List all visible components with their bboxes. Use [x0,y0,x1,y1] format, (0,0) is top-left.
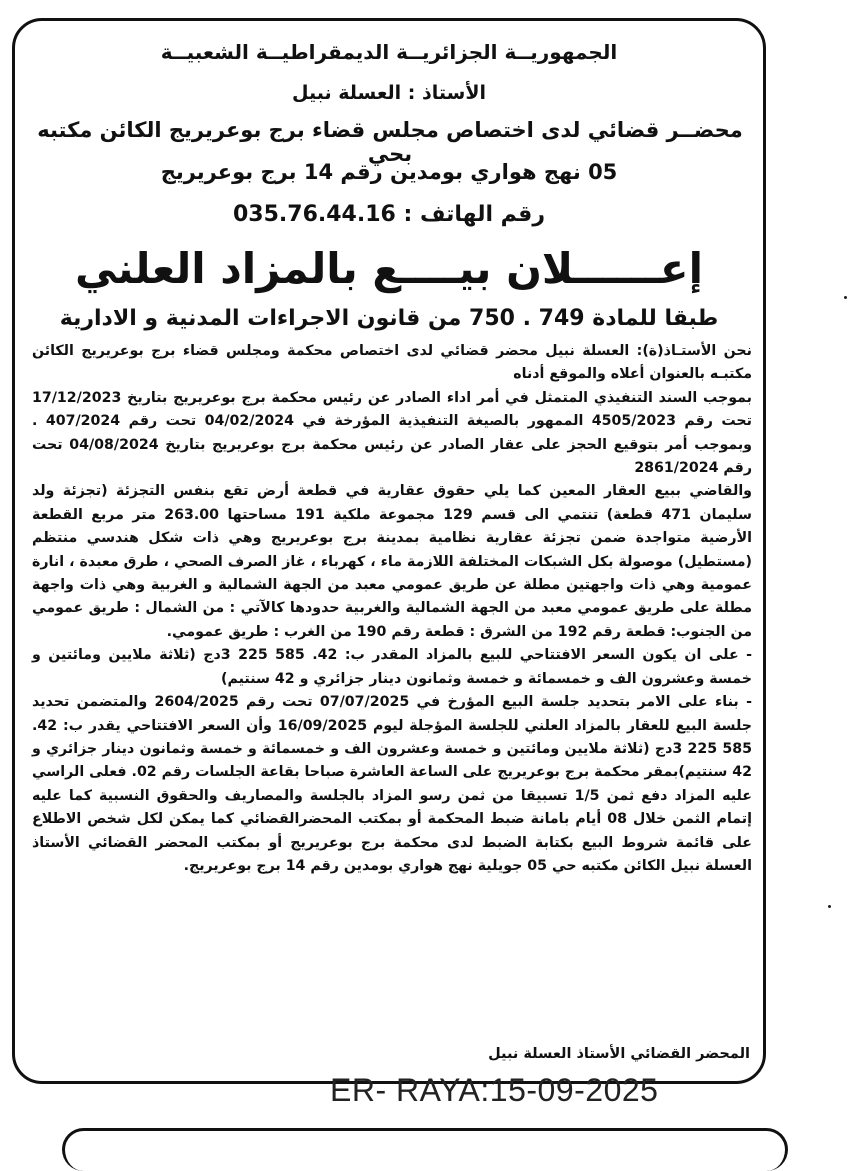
speck [828,905,831,908]
paragraph-intro: نحن الأستـاذ(ة): العسلة نبيل محضر قضائي لدى اختصاص محكمة ومجلس قضاء برج بوعريريج الكائن مكتبـه بالعنوان أعلاه والموقع أدناه [32,343,752,383]
notice-body [32,340,752,878]
speck [844,296,847,299]
legal-reference: طبقا للمادة 749 . 750 من قانون الاجراءات المدنية و الادارية [59,306,719,331]
publication-stamp: ER- RAYA:15-09-2025 [330,1072,659,1108]
paragraph-opening-price: - على ان يكون السعر الافتتاحي للبيع بالمزاد المقدر ب: 42. 585 225 3دج (ثلاثة ملايين ومائتين و خمسة وعشرون الف و خمسمائة و خمسة وثمانون دينار جزائري و 42 سنتيم) [32,647,752,687]
phone-line: رقم الهاتف : 035.76.44.16 [233,202,545,227]
address-line: 05 نهج هواري بومدين رقم 14 برج بوعريريج [160,160,618,184]
paragraph-enforcement: بموجب السند التنفيذي المتمثل في أمر اداء الصادر عن رئيس محكمة برج بوعريريج بتاريخ 17/12/2023 تحت رقم 4505/2023 الممهور بالصيغة التنفيذية المؤرخة في 04/02/2024 تحت رقم 407/2024 . وبموجب أمر بتوقيع الحجز على عقار الصادر عن رئيس محكمة برج بوعريريج بتاريخ 04/08/2024 تحت رقم 2861/2024 [32,389,752,477]
paragraph-property: والقاضي ببيع العقار المعين كما يلي حقوق عقارية في قطعة أرض تقع بنفس التجزئة (تجزئة ولد سليمان 471 قطعة) تنتمي الى قسم 129 مجموعة ملكية 191 مساحتها 263.00 متر مربع القطعة الأرضية متواجدة ضمن تجزئة عقارية نظامية بمدينة برج بوعريريج وهي ذات شكل هندسي منتظم (مستطيل) موصولة بكل الشبكات المختلفة اللازمة ماء ، كهرباء ، غاز الصرف الصحي ، طرق معبدة ، انارة عمومية وهي ذات واجهتين مطلة عن طريق عمومي معبد من الجهة الشمالية و الغربية وهي ذات واجهة مطلة على طريق عمومي معبد من الجهة الشمالية والغربية حدودها كالآتي : من الشمال : طريق عمومي من الجنوب: قطعة رقم 192 من الشرق : قطعة رقم 190 من الغرب : طريق عمومي. [32,483,752,640]
office-line: محضــر قضائي لدى اختصاص مجلس قضاء برج بوعريريج الكائن مكتبه بحي [37,118,743,166]
next-notice-frame [62,1128,788,1171]
paragraph-session: - بناء على الامر بتحديد جلسة البيع المؤرخ في 07/07/2025 تحت رقم 2604/2025 والمتضمن تحديد جلسة البيع للعقار بالمزاد العلني للجلسة المؤجلة ليوم 16/09/2025 وأن السعر الافتتاحي يقدر ب: 42. 585 225 3دج (ثلاثة ملايين ومائتين و خمسة وعشرون الف و خمسمائة و خمسة وثمانون دينار جزائري و 42 سنتيم)بمقر محكمة برج بوعريريج على الساعة العاشرة صباحا بقاعة الجلسات رقم 02. فعلى الراسي عليه المزاد دفع ثمن 1/5 تسبيقا من ثمن رسو المزاد بالجلسة والمصاريف والحقوق النسبية كما عليه إتمام الثمن خلال 08 أيام بامانة ضبط المحكمة أو بمكتب المحضرالقضائي كما يمكن لكل شخص الاطلاع على قائمة شروط البيع بكتابة الضبط لدى محكمة برج بوعريريج أو بمكتب المحضر القضائي الأستاذ العسلة نبيل الكائن مكتبه حي 05 جويلية نهج هواري بومدين رقم 14 برج بوعريريج. [32,694,752,874]
bailiff-name: الأستاذ : العسلة نبيل [291,82,487,104]
republic-heading: الجمهوريــة الجزائريــة الديمقراطيــة الشعبيــة [160,40,618,64]
signature-line: المحضر القضائي الأستاذ العسلة نبيل [488,1046,750,1062]
notice-title: إعــــــلان بيــــع بالمزاد العلني [74,244,704,293]
